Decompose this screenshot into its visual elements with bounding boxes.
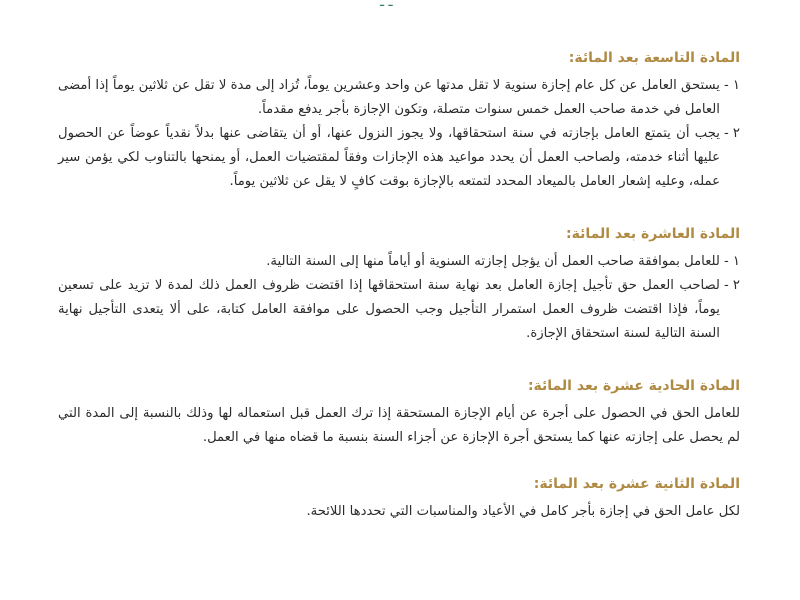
article-111 bbox=[58, 376, 740, 450]
spacer bbox=[58, 346, 740, 376]
item-text: للعامل بموافقة صاحب العمل أن يؤجل إجازته السنوية أو أياماً منها إلى السنة التالية. bbox=[266, 254, 720, 269]
article-110-item-1 bbox=[58, 250, 740, 274]
article-111-text: للعامل الحق في الحصول على أجرة عن أيام الإجازة المستحقة إذا ترك العمل قبل استعماله لها وذلك بالنسبة إلى المدة التي لم يحصل على إجازته عنها كما يستحق أجرة الإجازة عن أجزاء السنة بنسبة ما قضاه منها في العمل. bbox=[58, 406, 740, 445]
article-112 bbox=[58, 474, 740, 524]
article-110-item-2 bbox=[58, 274, 740, 346]
item-number: ١ - bbox=[723, 254, 740, 269]
article-110 bbox=[58, 224, 740, 346]
document-body bbox=[58, 48, 740, 524]
article-109-item-1 bbox=[58, 74, 740, 122]
item-number: ٢ - bbox=[723, 126, 740, 141]
page-top-mark: ـ ـ bbox=[380, 0, 393, 10]
article-112-text: لكل عامل الحق في إجازة بأجر كامل في الأعياد والمناسبات التي تحددها اللائحة. bbox=[306, 504, 740, 519]
article-109 bbox=[58, 48, 740, 194]
item-text: لصاحب العمل حق تأجيل إجازة العامل بعد نهاية سنة استحقاقها إذا اقتضت ظروف العمل ذلك لمدة لا تزيد على تسعين يوماً، فإذا اقتضت ظروف العمل استمرار التأجيل وجب الحصول على موافقة العامل كتابة، على ألا يتعدى التأجيل نهاية السنة التالية لسنة استحقاق الإجازة. bbox=[58, 278, 720, 341]
spacer bbox=[58, 194, 740, 224]
article-112-title: المادة الثانية عشرة بعد المائة: bbox=[533, 476, 740, 492]
article-111-title: المادة الحادية عشرة بعد المائة: bbox=[527, 378, 740, 394]
item-number: ١ - bbox=[723, 78, 740, 93]
item-text: يجب أن يتمتع العامل بإجازته في سنة استحقاقها، ولا يجوز النزول عنها، أو أن يتقاضى عنها بدلاً نقدياً عوضاً عن الحصول عليها أثناء خدمته، ولصاحب العمل أن يحدد مواعيد هذه الإجازات وفقاً لمقتضيات العمل، أو يمنحها بالتناوب لكي يؤمن سير عمله، وعليه إشعار العامل بالميعاد المحدد لتمتعه بالإجازة بوقت كافٍ لا يقل عن ثلاثين يوماً. bbox=[58, 126, 720, 189]
article-110-title: المادة العاشرة بعد المائة: bbox=[565, 226, 740, 242]
spacer bbox=[58, 450, 740, 474]
article-109-item-2 bbox=[58, 122, 740, 194]
article-109-title: المادة التاسعة بعد المائة: bbox=[568, 50, 740, 66]
item-text: يستحق العامل عن كل عام إجازة سنوية لا تقل مدتها عن واحد وعشرين يوماً، تُزاد إلى مدة لا تقل عن ثلاثين يوماً إذا أمضى العامل في خدمة صاحب العمل خمس سنوات متصلة، وتكون الإجازة بأجر يدفع مقدماً. bbox=[58, 78, 720, 117]
item-number: ٢ - bbox=[723, 278, 740, 293]
